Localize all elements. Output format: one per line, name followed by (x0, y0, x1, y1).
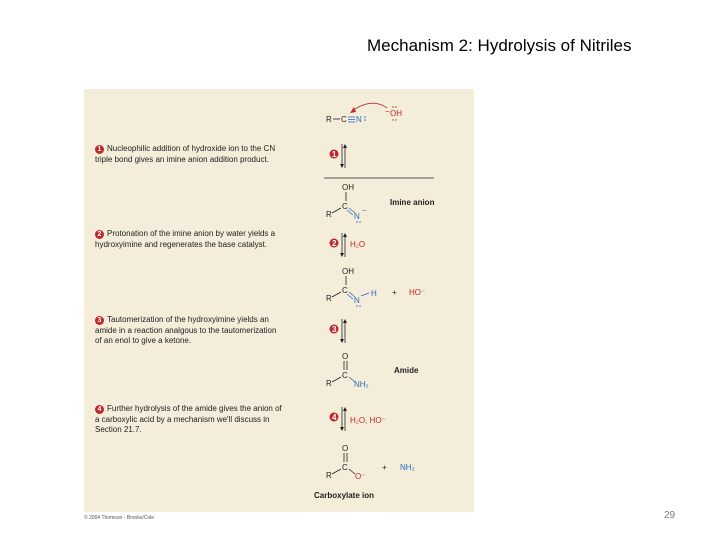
svg-text:+: + (382, 463, 387, 472)
svg-text:C: C (342, 202, 348, 211)
svg-text:C: C (341, 115, 347, 124)
reaction-scheme (84, 89, 474, 512)
svg-text:N: N (356, 115, 362, 124)
hydroxide-ion (385, 106, 402, 120)
svg-text:C: C (342, 286, 348, 295)
svg-text:2: 2 (332, 239, 337, 248)
svg-text:1: 1 (332, 150, 337, 159)
imine-anion-structure (326, 183, 367, 223)
svg-text:−: − (362, 206, 367, 215)
svg-text:NH₂: NH₂ (354, 380, 369, 389)
svg-text:OH: OH (342, 183, 354, 192)
slide-title: Mechanism 2: Hydrolysis of Nitriles (367, 36, 632, 55)
carboxylate-structure (326, 444, 415, 481)
svg-text:−: − (385, 107, 390, 116)
step-4-badge: 4 (95, 405, 104, 414)
svg-text:O: O (342, 352, 349, 361)
step-2-text: Protonation of the imine anion by water yields a hydroxyimine and regenerates the base catalyst. (95, 229, 276, 249)
svg-text:+: + (392, 288, 397, 297)
step-1-badge: 1 (95, 145, 104, 154)
step-1-text: Nucleophilic addition of hydroxide ion to the CN triple bond gives an imine anion addition product. (95, 144, 276, 164)
svg-text:N: N (354, 296, 360, 305)
amide-structure (326, 352, 369, 389)
svg-text:R: R (326, 379, 332, 388)
svg-text:C: C (342, 463, 348, 472)
step-2-reagent: H₂O (350, 240, 366, 249)
nitrile-structure (326, 115, 366, 124)
svg-text:R: R (326, 115, 332, 124)
svg-text:3: 3 (332, 325, 337, 334)
step-3-text: Tautomerization of the hydroxyimine yields an amide in a reaction analgous to the tautomerization of an enol to give a ketone. (95, 315, 277, 346)
svg-text:N: N (354, 212, 360, 221)
svg-text:4: 4 (332, 413, 337, 422)
svg-text:O: O (342, 444, 349, 453)
carboxylate-label: Carboxylate ion (314, 491, 375, 500)
page-number: 29 (664, 510, 676, 521)
svg-text:OH: OH (342, 267, 354, 276)
step-2-badge: 2 (95, 230, 104, 239)
step-4-text: Further hydrolysis of the amide gives the anion of a carboxylic acid by a mechanism we'll discuss in Section 21.7. (95, 404, 282, 435)
imine-anion-label: Imine anion (390, 198, 435, 207)
step-4-reagent: H₂O, HO⁻ (350, 416, 386, 425)
svg-text:NH₃: NH₃ (400, 463, 415, 472)
hydroxyimine-structure (326, 267, 425, 307)
mechanism-figure (84, 89, 474, 512)
svg-text:O⁻: O⁻ (355, 472, 366, 481)
amide-label: Amide (394, 366, 419, 375)
svg-text:R: R (326, 471, 332, 480)
step-3-badge: 3 (95, 316, 104, 325)
svg-text:H: H (371, 289, 377, 298)
svg-text:R: R (326, 210, 332, 219)
svg-text:OH: OH (390, 109, 402, 118)
svg-text:R: R (326, 294, 332, 303)
curved-arrow (352, 103, 387, 111)
copyright-notice: © 2004 Thomson - Brooks/Cole (84, 515, 155, 521)
svg-text:C: C (342, 371, 348, 380)
svg-text:HO⁻: HO⁻ (409, 288, 426, 297)
